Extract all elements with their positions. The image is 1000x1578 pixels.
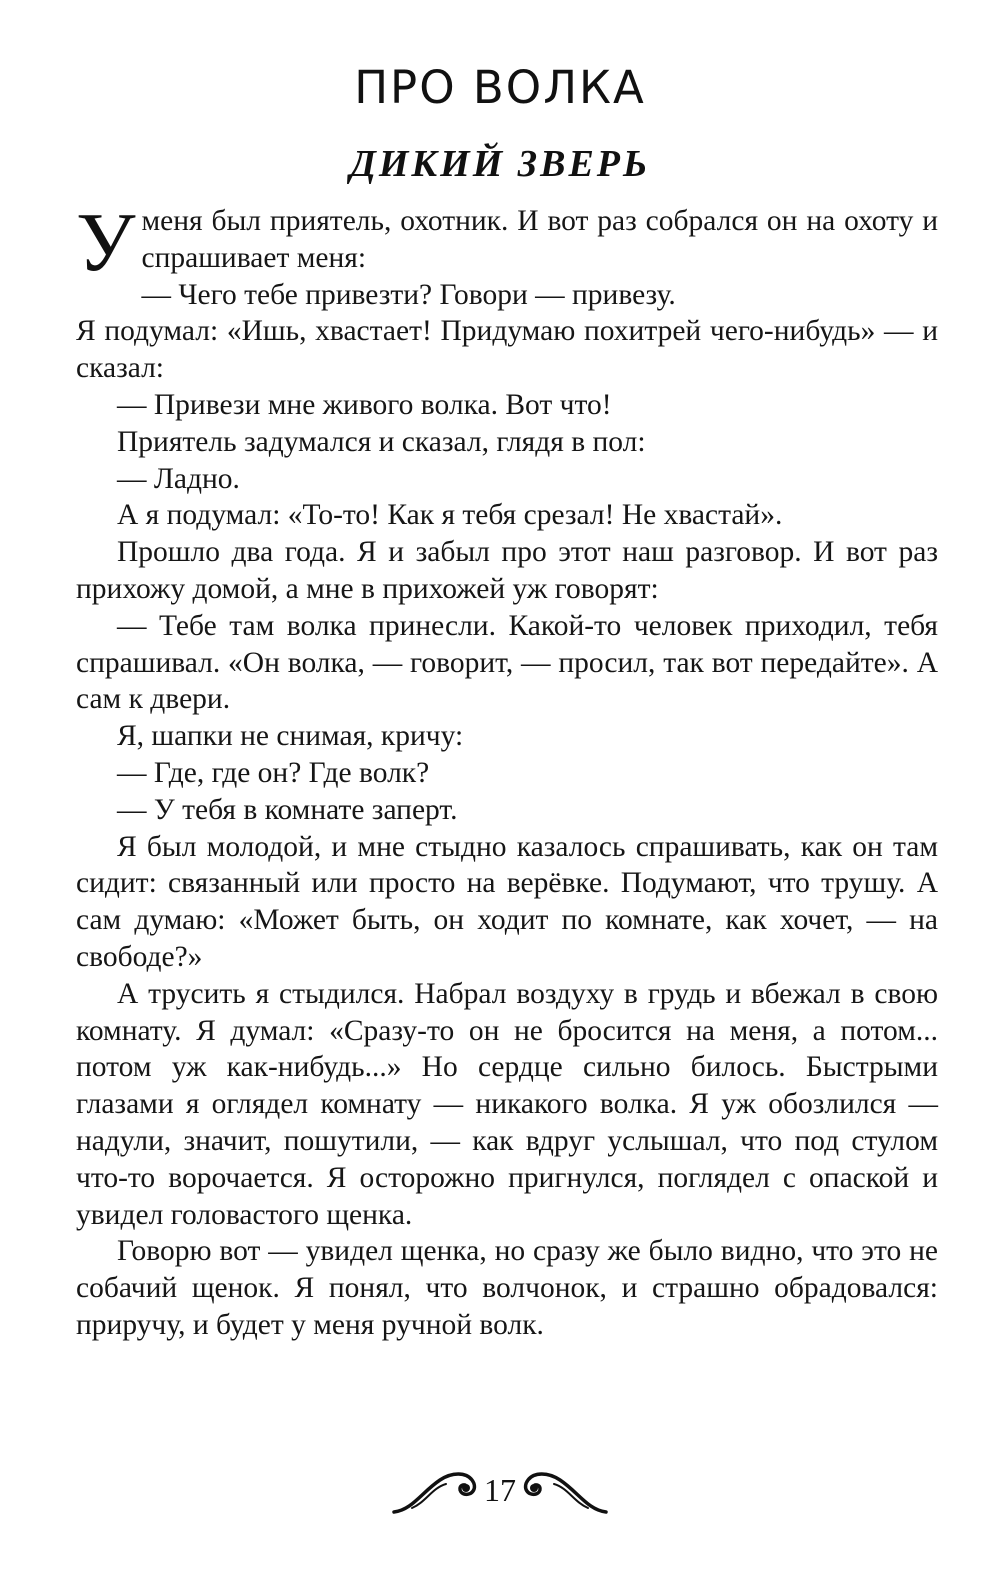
- paragraph-5: Приятель задумался и сказал, глядя в пол:: [117, 425, 646, 458]
- paragraph-10: Я, шапки не снимая, кричу:: [117, 720, 464, 753]
- drop-cap: У: [76, 196, 136, 289]
- paragraph-1: [76, 196, 938, 289]
- paragraph-1-text: меня был приятель, охотник. И вот раз собрался он на охоту и спрашивает меня:: [141, 205, 938, 274]
- paragraph-6: — Ладно.: [117, 462, 240, 495]
- section-title: ПРО ВОЛКА: [354, 61, 646, 114]
- paragraph-13: Я был молодой, и мне стыдно казалось спрашивать, как он там сидит: связанный или просто на верёвке. Подумают, что трушу. А сам думаю: «Может быть, он ходит по комнате, как хочет, — на свободе?»: [76, 830, 938, 973]
- paragraph-14: А трусить я стыдился. Набрал воздуху в грудь и вбежал в свою комнату. Я думал: «Сразу-то он не бросится на меня, а потом... потом уж как-нибудь...» Но сердце сильно билось. Быстрыми глазами я оглядел комнату — никакого волка. Я уж обозлился — надули, значит, пошутили, — как вдруг услышал, что под стулом что-то ворочается. Я осторожно пригнулся, поглядел с опаской и увидел головастого щенка.: [76, 977, 938, 1231]
- paragraph-15: Говорю вот — увидел щенка, но сразу же было видно, что это не собачий щенок. Я понял, что волчонок, и страшно обрадовался: приручу, и будет у меня ручной волк.: [76, 1235, 938, 1341]
- page-number: 17: [484, 1472, 516, 1508]
- paragraph-2: — Чего тебе привезти? Говори — привезу.: [141, 278, 676, 311]
- paragraph-11: — Где, где он? Где волк?: [117, 756, 430, 789]
- paragraph-3: Я подумал: «Ишь, хвастает! Придумаю похитрей чего-нибудь» — и сказал:: [76, 315, 938, 385]
- paragraph-4: — Привези мне живого волка. Вот что!: [117, 388, 612, 421]
- paragraph-8: Прошло два года. Я и забыл про этот наш разговор. И вот раз прихожу домой, а мне в прихожей уж говорят:: [76, 536, 938, 605]
- paragraph-9: — Тебе там волка принесли. Какой-то человек приходил, тебя спрашивал. «Он волка, — говорит, — просил, так вот передайте». А сам к двери.: [76, 609, 938, 716]
- paragraph-12: — У тебя в комнате заперт.: [117, 793, 458, 826]
- paragraph-7: А я подумал: «То-то! Как я тебя срезал! Не хвастай».: [117, 499, 783, 532]
- story-text: [76, 196, 938, 1344]
- story-title: ДИКИЙ ЗВЕРЬ: [349, 143, 651, 185]
